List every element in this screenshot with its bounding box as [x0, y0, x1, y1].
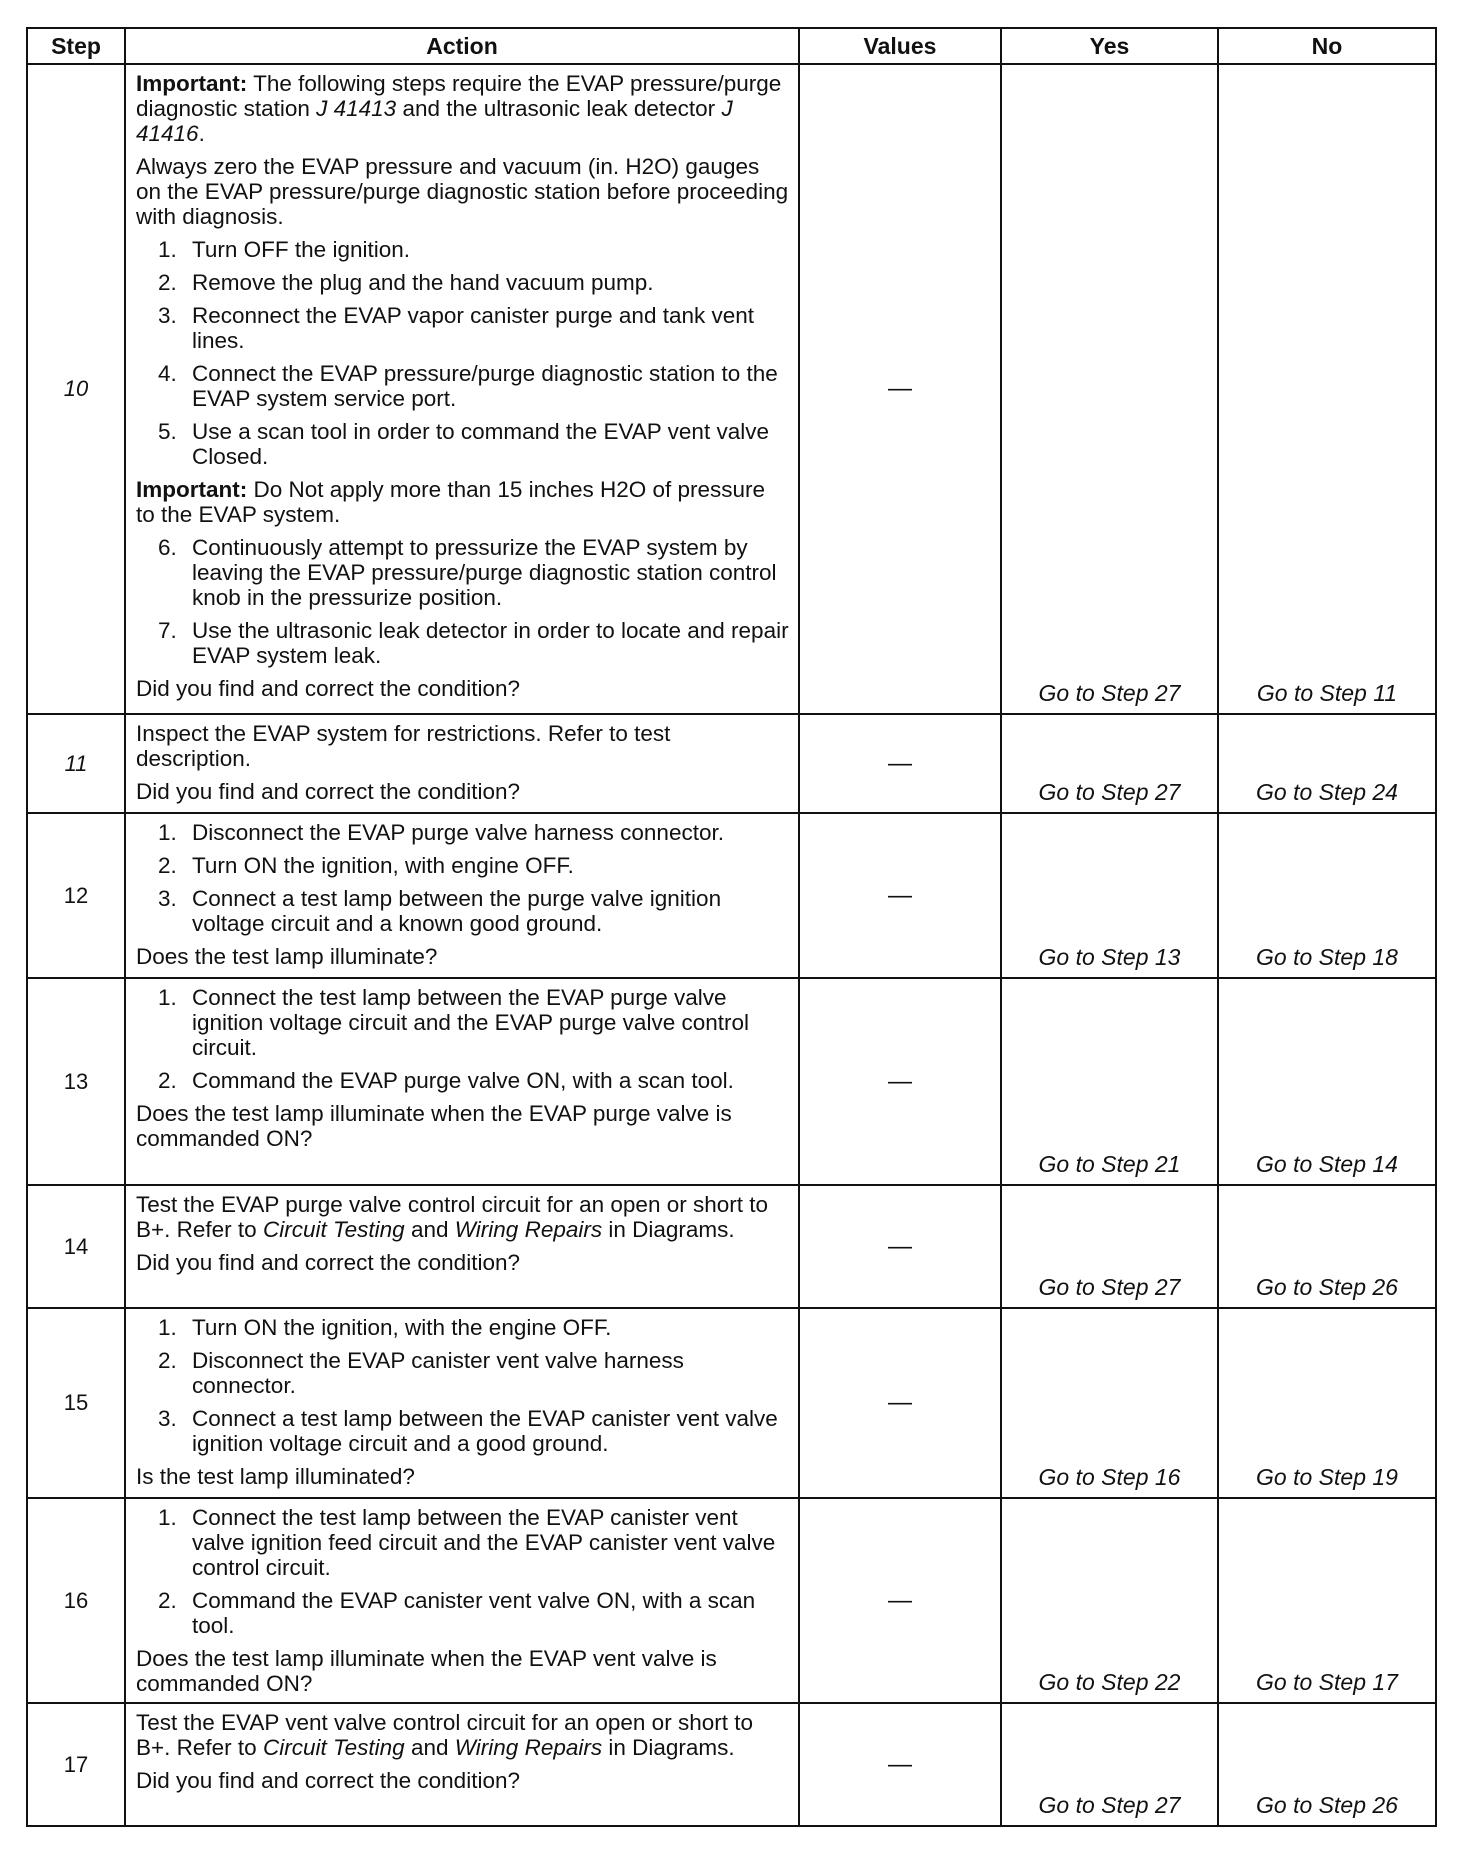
question: Does the test lamp illuminate? — [136, 944, 438, 969]
table-row — [27, 978, 1436, 1185]
header-no: No — [1218, 28, 1436, 64]
step-number: 11 — [27, 714, 125, 813]
list-item: 4. Connect the EVAP pressure/purge diagnostic station to the EVAP system service port. — [158, 361, 778, 411]
yes-cell: Go to Step 27 — [1001, 1703, 1218, 1826]
yes-cell: Go to Step 27 — [1001, 1185, 1218, 1308]
list-item: 6. Continuously attempt to pressurize the EVAP system by leaving the EVAP pressure/purge diagnostic station control knob in the pressurize position. — [158, 535, 777, 610]
header-action: Action — [125, 28, 799, 64]
step-number: 15 — [27, 1308, 125, 1498]
list-item: 1. Connect the test lamp between the EVAP canister vent valve ignition feed circuit and the EVAP canister vent valve control circuit. — [158, 1505, 776, 1580]
list-item: 3. Connect a test lamp between the EVAP canister vent valve ignition voltage circuit and a good ground. — [158, 1406, 778, 1456]
list-item: 1. Turn OFF the ignition. — [158, 237, 411, 262]
list-item: 1. Disconnect the EVAP purge valve harness connector. — [158, 820, 724, 845]
no-cell: Go to Step 17 — [1218, 1498, 1436, 1703]
yes-cell: Go to Step 27 — [1001, 714, 1218, 813]
table-row — [27, 1498, 1436, 1703]
action-cell — [125, 714, 799, 813]
header-row — [27, 28, 1436, 64]
list-item: 2. Command the EVAP canister vent valve ON, with a scan tool. — [158, 1588, 756, 1638]
table-row — [27, 1308, 1436, 1498]
step-list — [136, 820, 790, 936]
list-item: 2. Remove the plug and the hand vacuum pump. — [158, 270, 654, 295]
list-item: 1. Connect the test lamp between the EVAP purge valve ignition voltage circuit and the EVAP purge valve control circuit. — [158, 985, 749, 1060]
table-row — [27, 1703, 1436, 1826]
action-cell — [125, 64, 799, 714]
question: Did you find and correct the condition? — [136, 1768, 520, 1793]
step-number: 13 — [27, 978, 125, 1185]
question: Did you find and correct the condition? — [136, 779, 520, 804]
step-list — [136, 1505, 790, 1638]
question: Did you find and correct the condition? — [136, 1250, 520, 1275]
value-cell: — — [799, 714, 1001, 813]
action-cell — [125, 1308, 799, 1498]
list-item: 3. Reconnect the EVAP vapor canister purge and tank vent lines. — [158, 303, 755, 353]
yes-cell: Go to Step 16 — [1001, 1308, 1218, 1498]
value-cell: — — [799, 1498, 1001, 1703]
step-number: 14 — [27, 1185, 125, 1308]
list-item: 2. Command the EVAP purge valve ON, with a scan tool. — [158, 1068, 734, 1093]
step-number: 10 — [27, 64, 125, 714]
no-cell: Go to Step 18 — [1218, 813, 1436, 978]
no-cell: Go to Step 24 — [1218, 714, 1436, 813]
value-cell: — — [799, 1308, 1001, 1498]
action-cell — [125, 1703, 799, 1826]
list-item: 5. Use a scan tool in order to command the EVAP vent valve Closed. — [158, 419, 769, 469]
table-row — [27, 714, 1436, 813]
header-step: Step — [27, 28, 125, 64]
no-cell: Go to Step 14 — [1218, 978, 1436, 1185]
value-cell: — — [799, 1703, 1001, 1826]
zero-note: Always zero the EVAP pressure and vacuum (in. H2O) gauges on the EVAP pressure/purge diagnostic station before proceeding with diagnosis. — [136, 154, 789, 229]
header-values: Values — [799, 28, 1001, 64]
table-row — [27, 813, 1436, 978]
value-cell: — — [799, 1185, 1001, 1308]
value-cell: — — [799, 64, 1001, 714]
action-cell — [125, 1498, 799, 1703]
header-yes: Yes — [1001, 28, 1218, 64]
step-number: 16 — [27, 1498, 125, 1703]
step-list — [136, 1315, 790, 1456]
yes-cell: Go to Step 13 — [1001, 813, 1218, 978]
yes-cell: Go to Step 22 — [1001, 1498, 1218, 1703]
yes-cell: Go to Step 21 — [1001, 978, 1218, 1185]
value-cell: — — [799, 978, 1001, 1185]
important-note: Important: Do Not apply more than 15 inches H2O of pressure to the EVAP system. — [136, 477, 766, 527]
action-cell — [125, 1185, 799, 1308]
no-cell: Go to Step 19 — [1218, 1308, 1436, 1498]
step-number: 12 — [27, 813, 125, 978]
question: Does the test lamp illuminate when the EVAP vent valve is commanded ON? — [136, 1646, 717, 1696]
step-list — [136, 535, 790, 668]
table-row — [27, 64, 1436, 714]
value-cell: — — [799, 813, 1001, 978]
step-number: 17 — [27, 1703, 125, 1826]
list-item: 7. Use the ultrasonic leak detector in order to locate and repair EVAP system leak. — [158, 618, 789, 668]
action-text: Test the EVAP purge valve control circuit for an open or short to B+. Refer to Circuit Testing and Wiring Repairs in Diagrams. — [136, 1192, 768, 1242]
step-list — [136, 237, 790, 469]
list-item: 2. Turn ON the ignition, with engine OFF. — [158, 853, 574, 878]
action-text: Test the EVAP vent valve control circuit for an open or short to B+. Refer to Circuit Testing and Wiring Repairs in Diagrams. — [136, 1710, 753, 1760]
no-cell: Go to Step 26 — [1218, 1703, 1436, 1826]
no-cell: Go to Step 11 — [1218, 64, 1436, 714]
question: Did you find and correct the condition? — [136, 676, 520, 701]
diagnostic-table — [26, 27, 1437, 1827]
list-item: 3. Connect a test lamp between the purge valve ignition voltage circuit and a known good ground. — [158, 886, 722, 936]
list-item: 2. Disconnect the EVAP canister vent valve harness connector. — [158, 1348, 684, 1398]
action-text: Inspect the EVAP system for restrictions. Refer to test description. — [136, 721, 671, 771]
action-cell — [125, 813, 799, 978]
important-note: Important: The following steps require the EVAP pressure/purge diagnostic station J 41413 and the ultrasonic leak detector J 41416. — [136, 71, 782, 146]
list-item: 1. Turn ON the ignition, with the engine OFF. — [158, 1315, 612, 1340]
no-cell: Go to Step 26 — [1218, 1185, 1436, 1308]
step-list — [136, 985, 790, 1093]
question: Does the test lamp illuminate when the EVAP purge valve is commanded ON? — [136, 1101, 732, 1151]
yes-cell: Go to Step 27 — [1001, 64, 1218, 714]
table-row — [27, 1185, 1436, 1308]
action-cell — [125, 978, 799, 1185]
question: Is the test lamp illuminated? — [136, 1464, 415, 1489]
